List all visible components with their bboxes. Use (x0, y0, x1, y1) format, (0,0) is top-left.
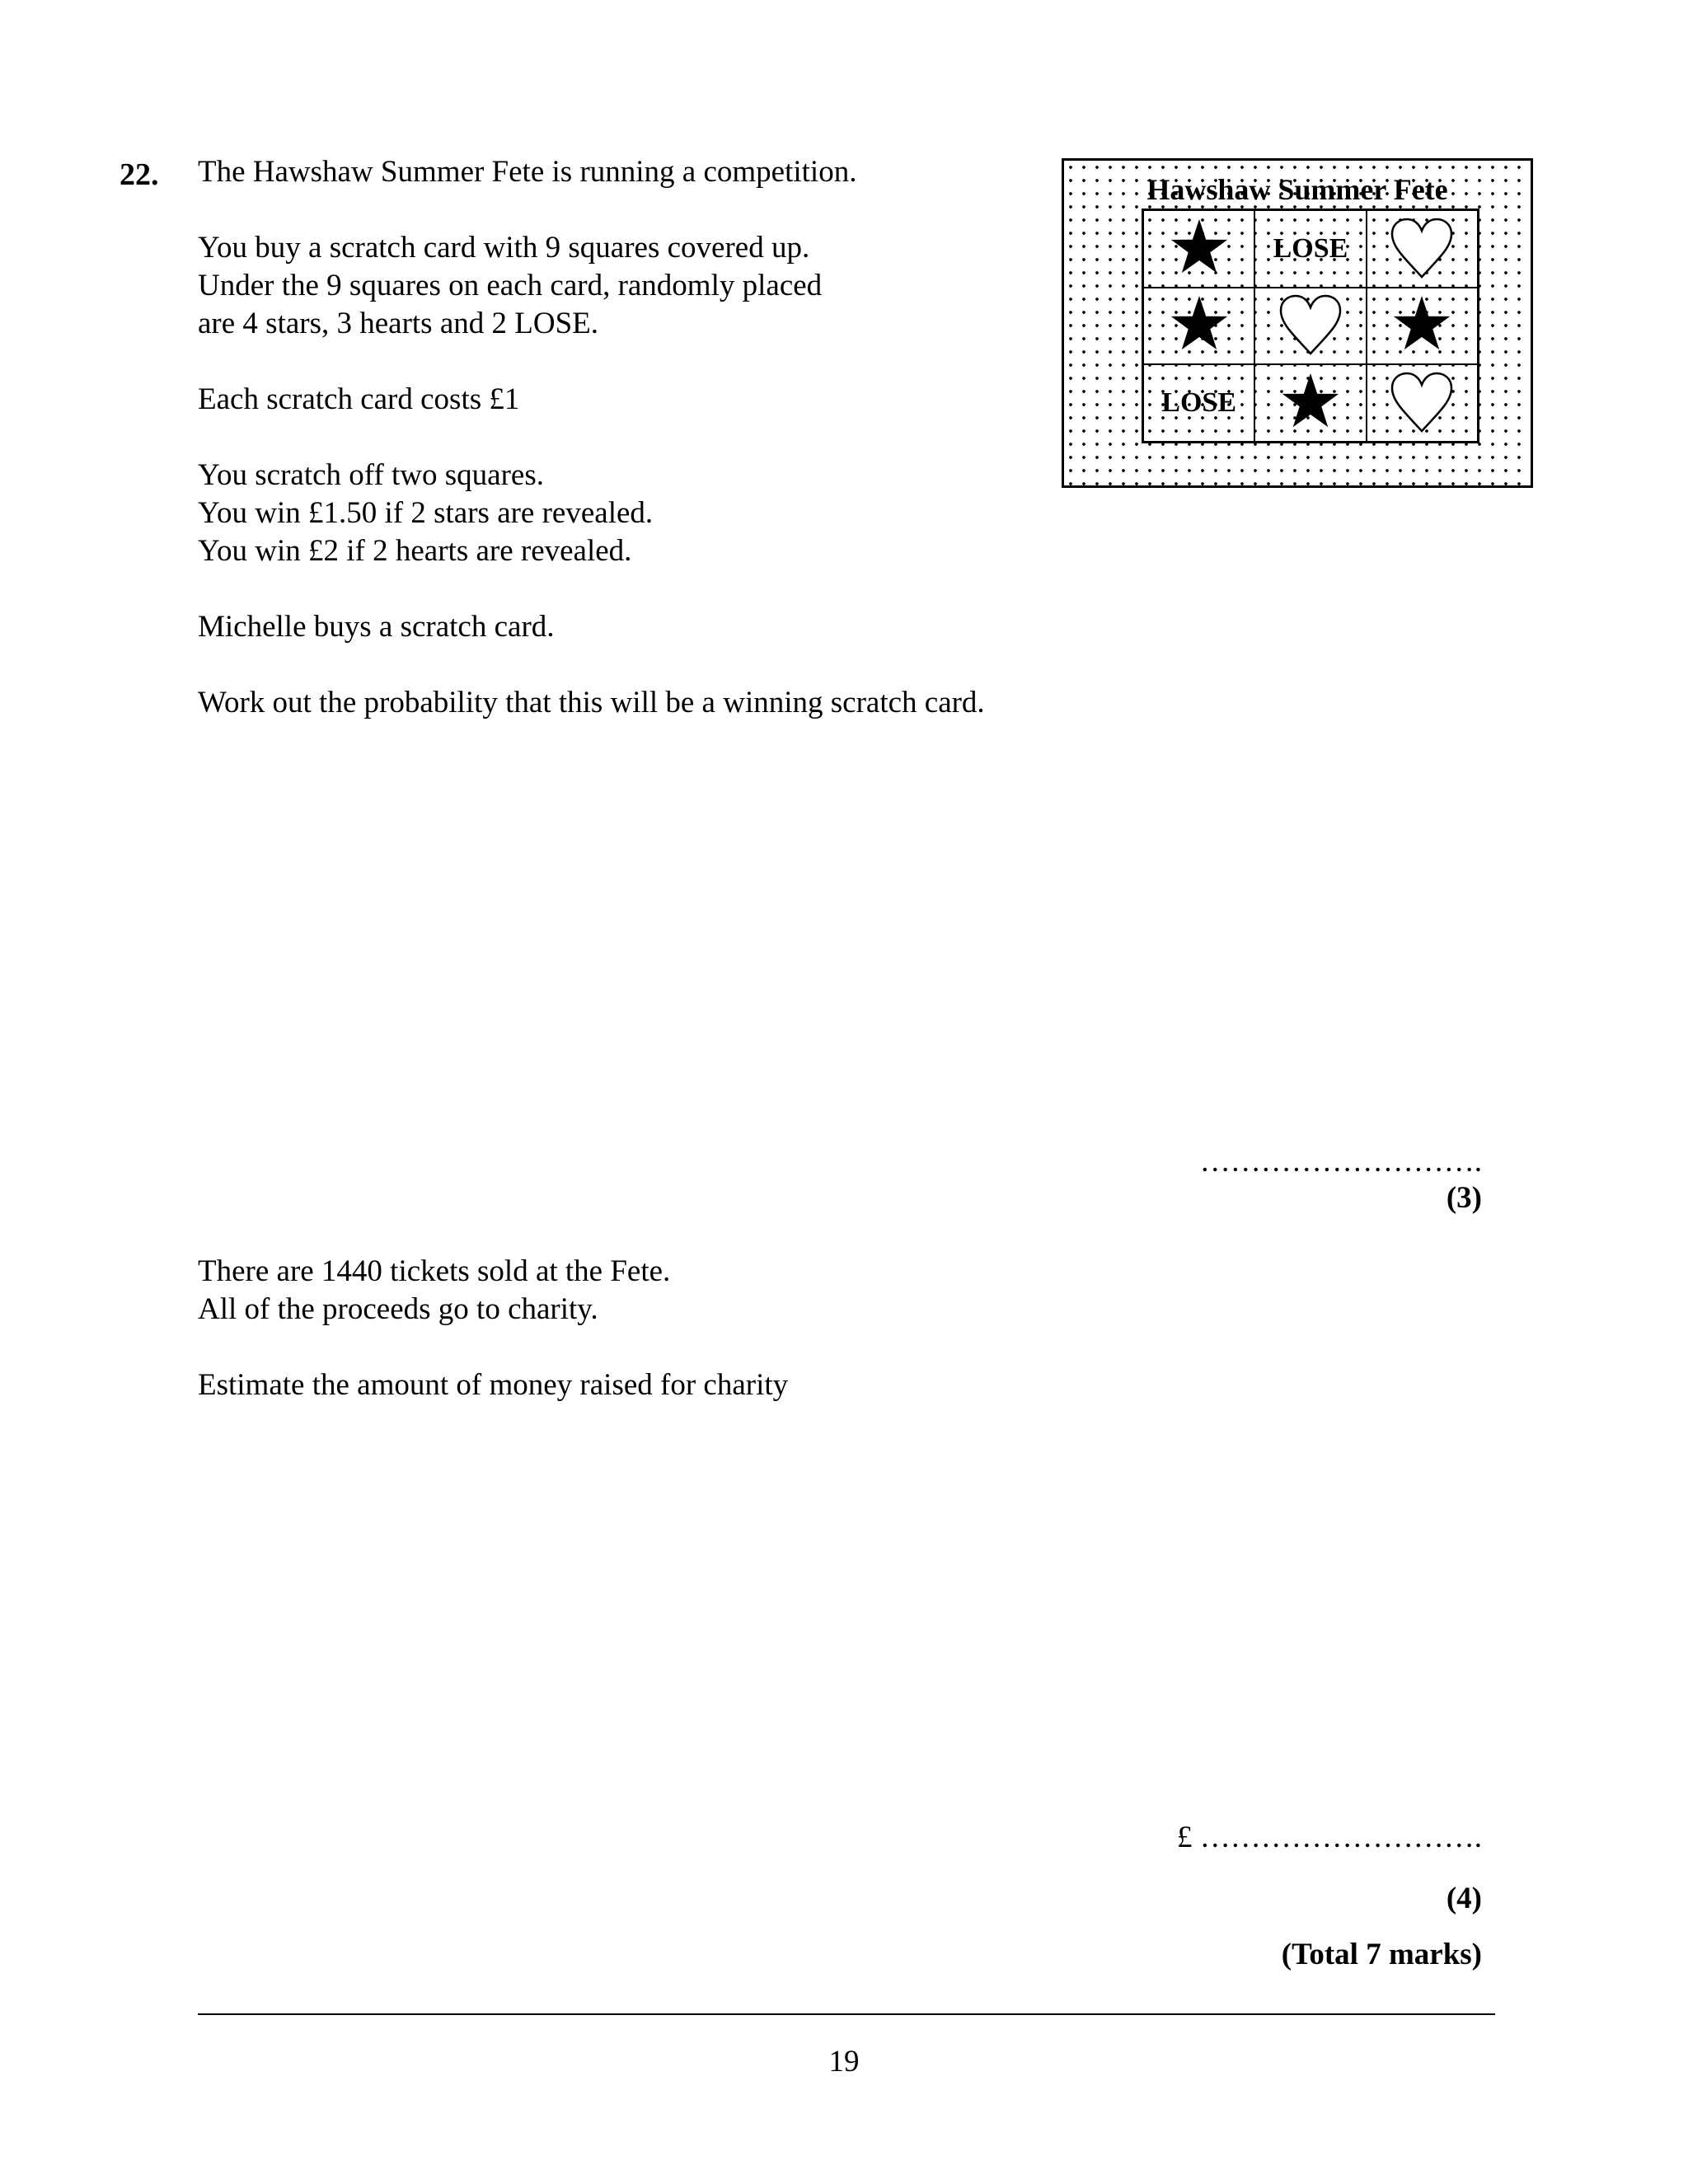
question-line: Each scratch card costs £1 (198, 382, 520, 416)
scratch-cell (1143, 364, 1254, 442)
page-number: 19 (828, 2045, 860, 2079)
heart-icon (1278, 291, 1343, 360)
scratch-card-grid (1142, 209, 1479, 443)
heart-icon (1389, 368, 1455, 438)
star-icon (1166, 214, 1232, 284)
scratch-cell (1143, 288, 1254, 365)
total-marks: (Total 7 marks) (1281, 1938, 1482, 1971)
lose-label: LOSE (1273, 232, 1348, 264)
marks-part1: (3) (1446, 1181, 1482, 1215)
question-line: You win £1.50 if 2 stars are revealed. (198, 496, 654, 530)
marks-part2: (4) (1446, 1882, 1482, 1915)
question-intro: The Hawshaw Summer Fete is running a competition. (198, 155, 857, 189)
question-prompt: Work out the probability that this will be a winning scratch card. (198, 686, 985, 719)
answer-line-part1[interactable]: ………………………. (1199, 1145, 1482, 1179)
scratch-cell (1367, 210, 1478, 288)
footer-divider (198, 2013, 1495, 2015)
question-line: are 4 stars, 3 hearts and 2 LOSE. (198, 307, 599, 340)
question-line: You buy a scratch card with 9 squares covered up. (198, 231, 810, 265)
star-icon (1166, 291, 1232, 360)
question-line: Under the 9 squares on each card, randomly placed (198, 269, 823, 302)
question-line: You scratch off two squares. (198, 458, 544, 492)
scratch-card (1062, 158, 1533, 488)
scratch-cell (1254, 210, 1366, 288)
scratch-cell (1254, 364, 1366, 442)
star-icon (1389, 291, 1455, 360)
scratch-cell (1367, 288, 1478, 365)
heart-icon (1389, 214, 1455, 284)
lose-label: LOSE (1161, 387, 1237, 419)
scratch-card-title: Hawshaw Summer Fete (1146, 173, 1448, 206)
part2-line: All of the proceeds go to charity. (198, 1292, 598, 1326)
star-icon (1278, 368, 1343, 438)
answer-line-part2[interactable]: £ ………………………. (1177, 1821, 1482, 1854)
part2-prompt: Estimate the amount of money raised for charity (198, 1368, 789, 1402)
scratch-cell (1143, 210, 1254, 288)
scratch-cell (1367, 364, 1478, 442)
question-line: Michelle buys a scratch card. (198, 610, 555, 644)
question-number: 22. (120, 157, 159, 192)
question-line: You win £2 if 2 hearts are revealed. (198, 534, 632, 568)
part2-line: There are 1440 tickets sold at the Fete. (198, 1254, 671, 1288)
scratch-cell (1254, 288, 1366, 365)
